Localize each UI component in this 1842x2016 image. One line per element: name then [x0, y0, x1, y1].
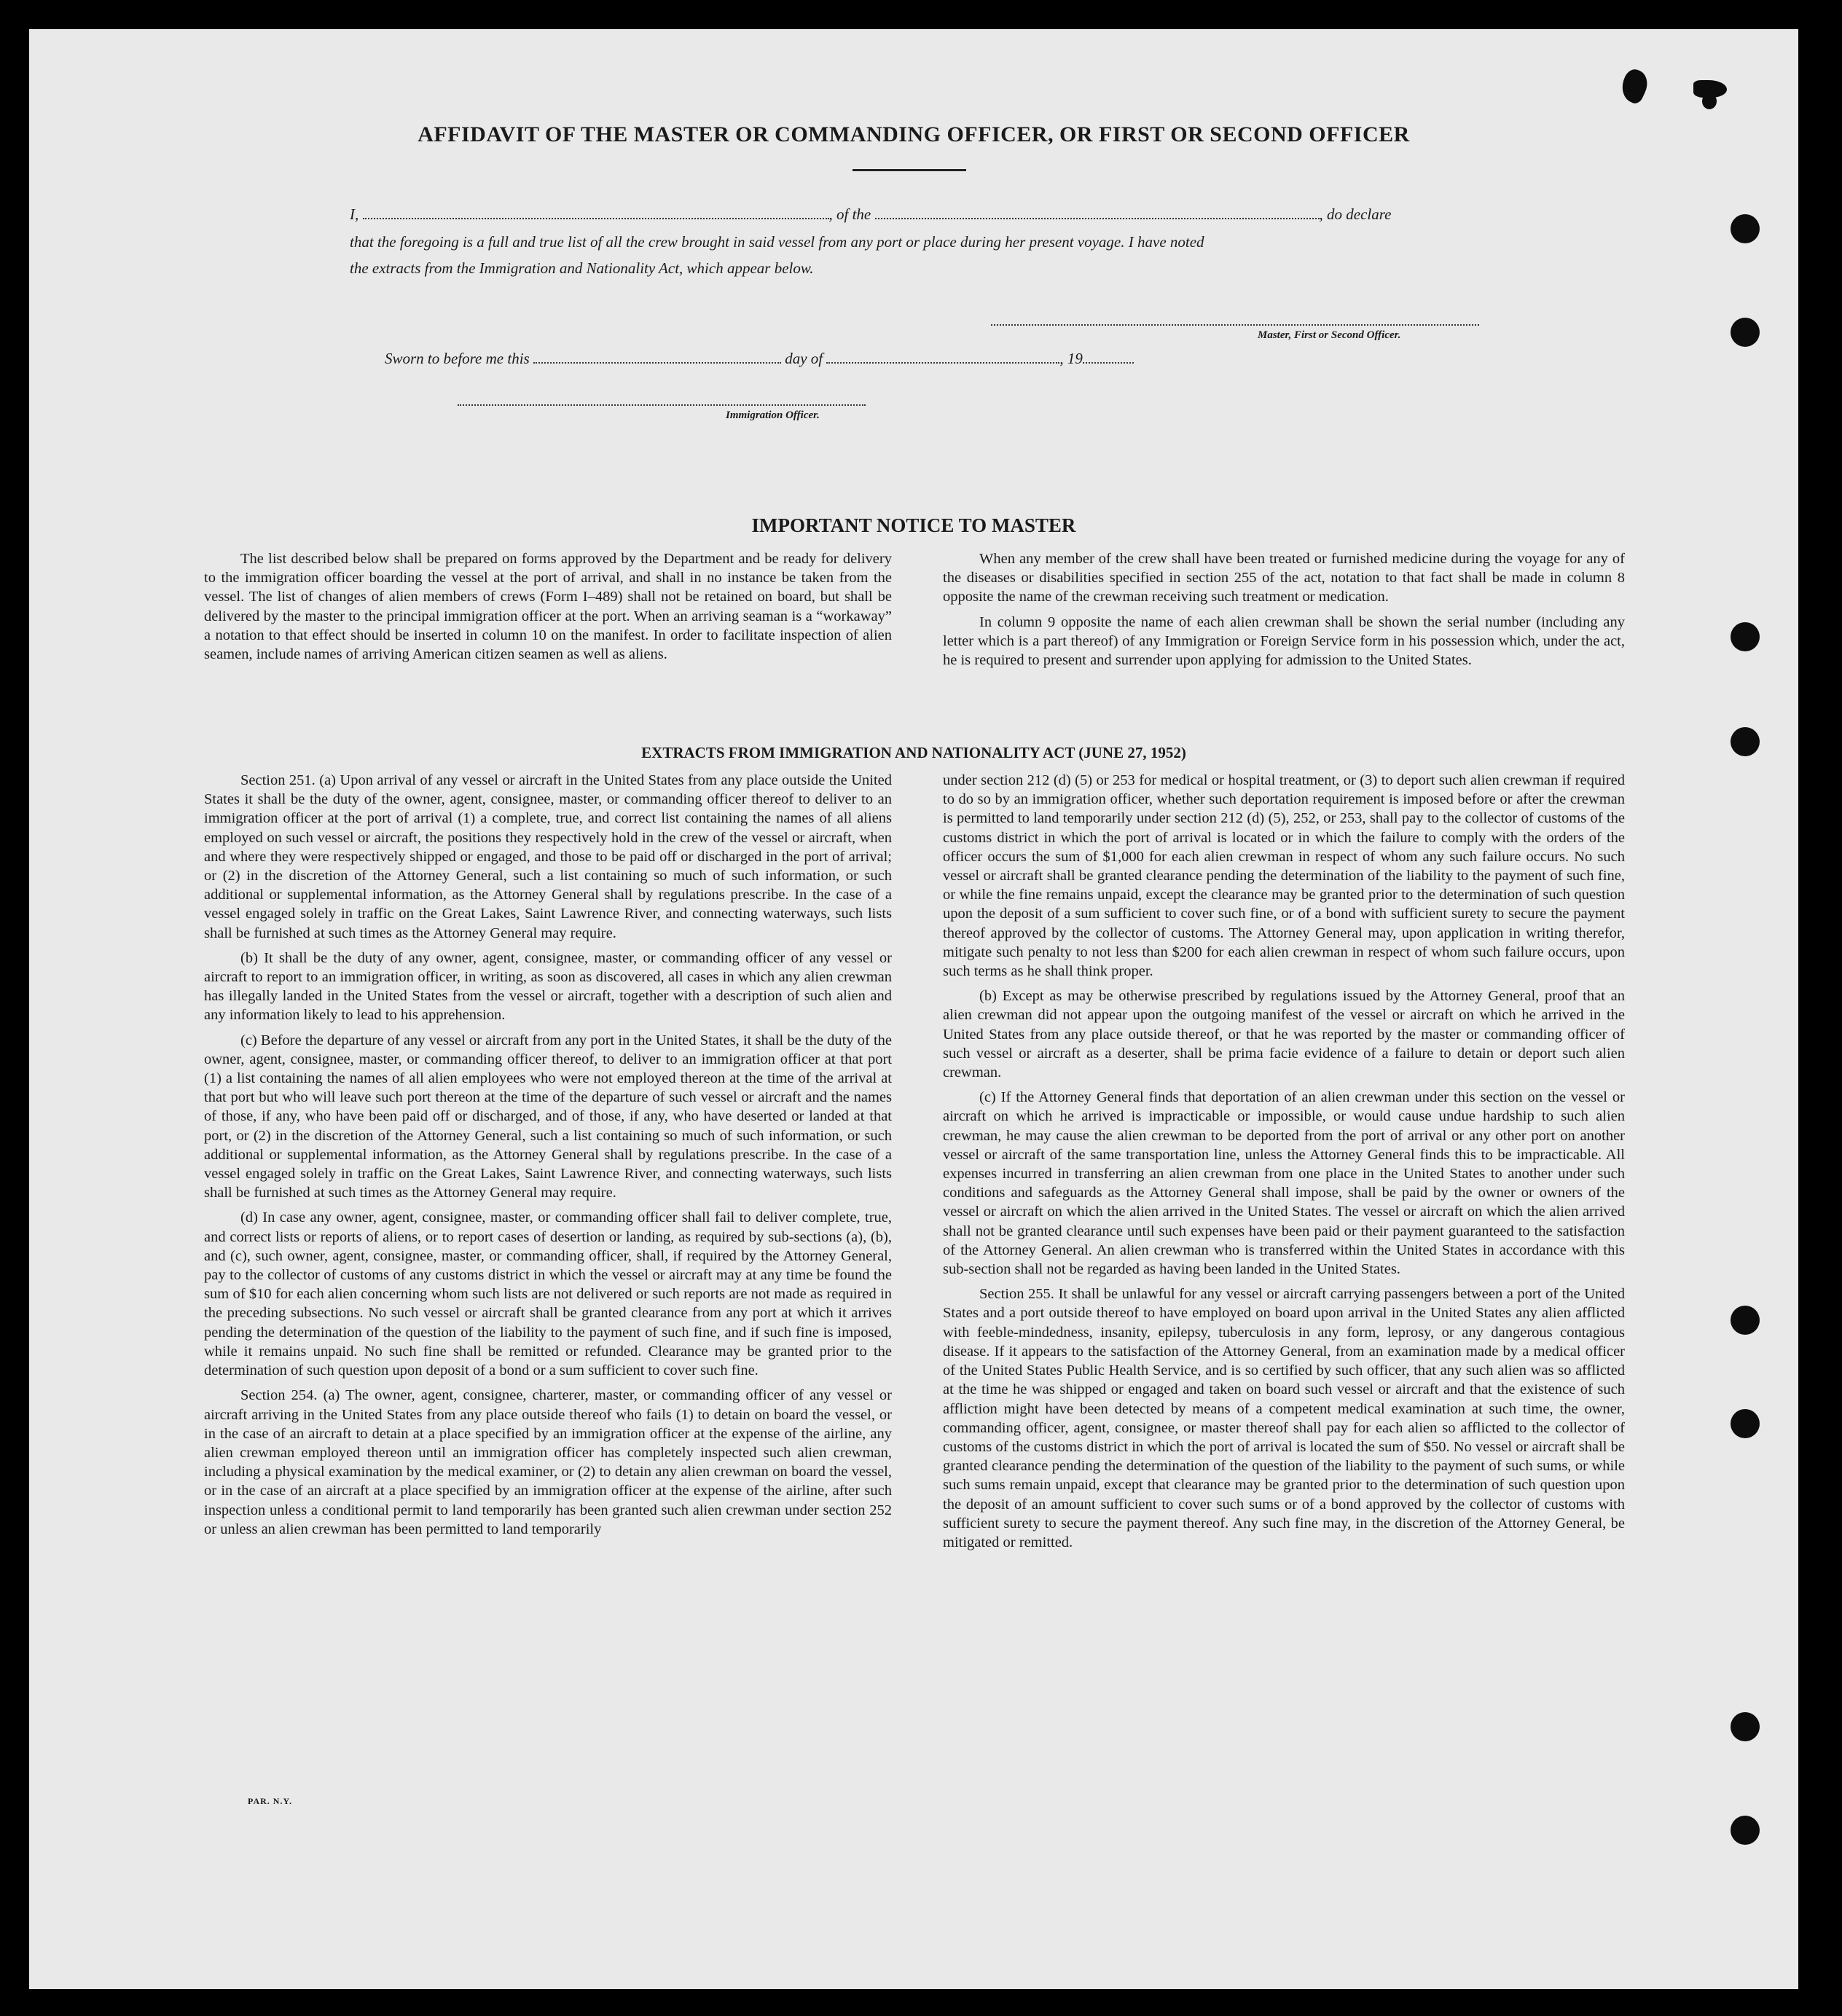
punch-hole [1731, 1816, 1760, 1845]
section-251-a: Section 251. (a) Upon arrival of any vessel or aircraft in the United States from any place outside the United States it shall be the duty of the owner, agent, consignee, master, or commanding officer thereof to deliver to an immigration officer at the port of arrival (1) a complete, true, and correct list containing the names of all aliens employed on such vessel or aircraft, the positions they respectively hold in the crew of the vessel or aircraft, when and where they were respectively shipped or engaged, and those to be paid off or discharged in the port of arrival; or (2) in the discretion of the Attorney General, such a list containing so much of such information, or such additional or supplemental information, as the Attorney General shall by regulations prescribe. In the case of a vessel engaged solely in traffic on the Great Lakes, Saint Lawrence River, and connecting waterways, such lists shall be furnished at such times as the Attorney General may require. [204, 772, 892, 941]
affidavit-line-1 [350, 205, 1391, 224]
notice-heading: IMPORTANT NOTICE TO MASTER [751, 514, 1076, 536]
vessel-blank[interactable] [875, 217, 1320, 219]
officer-signature-caption: Immigration Officer. [726, 409, 820, 421]
punch-hole [1731, 1409, 1760, 1438]
sworn-date-blank[interactable] [533, 361, 781, 364]
master-signature-caption: Master, First or Second Officer. [1258, 329, 1401, 341]
sworn-line [385, 350, 1134, 368]
affidavit-of-the: , of the [828, 205, 871, 223]
printer-mark: PAR. N.Y. [248, 1796, 293, 1806]
affidavit-i: I, [350, 205, 359, 223]
extracts-right-column [943, 771, 1625, 1558]
sworn-year: , 19 [1059, 350, 1083, 367]
section-255: Section 255. It shall be unlawful for any vessel or aircraft carrying passengers between a port of the United States and a port outside thereof to have employed on board upon arrival in the United States any alien afflicted with feeble-mindedness, insanity, epilepsy, tuberculosis in any form, leprosy, or any dangerous contagious disease. If it appears to the satisfaction of the Attorney General, from an examination made by a medical officer of the United States Public Health Service, and is so certified by such officer, that any such alien was so afflicted at the time he was shipped or engaged and taken on board such vessel or aircraft and that the existence of such affliction might have been detected by means of a competent medical examination at such time, the owner, commanding officer, agent, consignee, or master thereof shall pay for each alien so afflicted to the collector of customs of the customs district in which the port of arrival is located the sum of $50. No vessel or aircraft shall be granted clearance pending the determination of the question of the liability to the payment of such sums, or while such sums remain unpaid, except that clearance may be granted prior to the determination of such question upon the deposit of an amount sufficient to cover such sums or of a bond approved by the collector of customs with sufficient surety to secure the payment thereof. Any such fine may, in the discretion of the Attorney General, be mitigated or remitted. [943, 1286, 1625, 1550]
section-254-a: Section 254. (a) The owner, agent, consignee, charterer, master, or commanding officer of any vessel or aircraft arriving in the United States from any place outside thereof who fails (1) to detain on board the vessel, or in the case of an aircraft to detain at a place specified by an immigration officer at the expense of the airline, any alien crewman employed thereon until an immigration officer has completely inspected such alien crewman, including a physical examination by the medical examiner, or (2) to detain any alien crewman on board the vessel, or in the case of an aircraft at a place specified by an immigration officer at the expense of the airline, after such inspection unless a conditional permit to land temporarily has been granted such alien crewman under section 252 or unless an alien crewman has been permitted to land temporarily [204, 1387, 892, 1537]
sworn-day-of: day of [785, 350, 823, 367]
sworn-month-blank[interactable] [826, 361, 1059, 364]
section-254-a-continued: under section 212 (d) (5) or 253 for medical or hospital treatment, or (3) to deport such alien crewman if required to do so by an immigration officer, whether such deportation requirement is imposed before or after the crewman is permitted to land temporarily under section 212 (d) (5), 252, or 253, shall pay to the collector of customs of the customs district in which the port of arrival is located or in which the failure to comply with the orders of the officer occurs the sum of $1,000 for each alien crewman in respect of whom any such failure occurs. No such vessel or aircraft shall be granted clearance pending the determination of the liability to the payment of such fine, or while the fine remains unpaid, except the clearance may be granted prior to the determination of such question upon the deposit of a sum sufficient to cover such fine, or of a bond with sufficient surety to secure the payment thereof approved by the collector of customs. The Attorney General may, upon application in writing therefor, mitigate such penalty to not less than $200 for each alien crewman in respect of whom such failure occurs, upon such terms as he shall think proper. [943, 772, 1625, 980]
affidavit-line-3: the extracts from the Immigration and Nationality Act, which appear below. [350, 259, 814, 277]
punch-hole [1731, 318, 1760, 347]
document-page [29, 29, 1798, 1989]
sworn-prefix: Sworn to before me this [385, 350, 530, 367]
punch-hole [1731, 727, 1760, 756]
punch-hole [1731, 622, 1760, 651]
punch-hole [1731, 214, 1760, 243]
punch-hole [1731, 1712, 1760, 1741]
notice-right-paragraph-1: When any member of the crew shall have been treated or furnished medicine during the voyage for any of the diseases or disabilities specified in section 255 of the act, notation to that fact shall be made in column 8 opposite the name of the crewman receiving such treatment or medication. [943, 551, 1625, 605]
notice-right-column [943, 549, 1625, 675]
affidavit-line-2: that the foregoing is a full and true list of all the crew brought in said vessel from any port or place during her present voyage. I have noted [350, 233, 1204, 251]
name-blank[interactable] [363, 217, 829, 219]
notice-left-column [204, 549, 892, 670]
section-251-b: (b) It shall be the duty of any owner, agent, consignee, master, or commanding officer of any vessel or aircraft to report to an immigration officer, in writing, as soon as discovered, all cases in which any alien crewman has illegally landed in the United States from the vessel or aircraft, together with a description of such alien and any information likely to lead to his apprehension. [204, 949, 892, 1024]
ink-mark [1702, 93, 1717, 109]
affidavit-do-declare: , do declare [1319, 205, 1392, 223]
extracts-left-column [204, 771, 892, 1545]
officer-signature-blank[interactable] [458, 404, 866, 406]
section-251-d: (d) In case any owner, agent, consignee, master, or commanding officer shall fail to deliver complete, true, and correct lists or reports of aliens, or to report cases of desertion or landing, as required by sub-sections (a), (b), and (c), such owner, agent, consignee, master, or commanding officer, shall, if required by the Attorney General, pay to the collector of customs of any customs district in which the vessel or aircraft may at any time be found the sum of $10 for each alien concerning whom such lists are not delivered or such reports are not made as required in the preceding subsections. No such vessel or aircraft shall be granted clearance from any port at which it arrives pending the determination of the question of the liability to the payment of such fine, and if such fine is imposed, while it remains unpaid. No such fine shall be remitted or refunded. Clearance may be granted prior to the determination of such question upon deposit of a bond or a sum sufficient to cover such fine. [204, 1209, 892, 1379]
affidavit-title: AFFIDAVIT OF THE MASTER OR COMMANDING OFFICER, OR FIRST OR SECOND OFFICER [418, 122, 1410, 146]
notice-left-paragraph: The list described below shall be prepared on forms approved by the Department and be ready for delivery to the immigration officer boarding the vessel at the port of arrival, and shall in no instance be taken from the vessel. The list of changes of alien members of crews (Form I–489) shall not be retained on board, but shall be delivered by the master to the principal immigration officer at the port. When an arriving seaman is a “workaway” a notation to that effect should be inserted in column 10 on the manifest. In order to facilitate inspection of alien seamen, include names of arriving American citizen seamen as well as aliens. [204, 551, 892, 663]
title-underline [853, 169, 966, 171]
master-signature-blank[interactable] [991, 323, 1479, 326]
section-254-b: (b) Except as may be otherwise prescribed by regulations issued by the Attorney General, proof that an alien crewman did not appear upon the outgoing manifest of the vessel or aircraft on which he arrived in the United States from any place outside thereof, or that he was reported by the master or commanding officer of such vessel or aircraft as a deserter, shall be prima facie evidence of a failure to detain or deport such alien crewman. [943, 988, 1625, 1081]
punch-hole [1731, 1306, 1760, 1335]
sworn-year-blank[interactable] [1083, 361, 1134, 364]
extracts-heading: EXTRACTS FROM IMMIGRATION AND NATIONALITY ACT (JUNE 27, 1952) [641, 744, 1186, 761]
notice-right-paragraph-2: In column 9 opposite the name of each alien crewman shall be shown the serial number (including any letter which is a part thereof) of any Immigration or Foreign Service form in his possession which, under the act, he is required to present and surrender upon applying for admission to the United States. [943, 613, 1625, 669]
section-254-c: (c) If the Attorney General finds that deportation of an alien crewman under this section on the vessel or aircraft on which he arrived is impracticable or impossible, or would cause undue hardship to such alien crewman, he may cause the alien crewman to be deported from the port of arrival or any other port on another vessel or aircraft of the same transportation line, unless the Attorney General finds this to be impracticable. All expenses incurred in transferring an alien crewman from one place in the United States to another under such conditions and safeguards as the Attorney General shall impose, shall be paid by the owner or owners of the vessel or aircraft on which the alien arrived in the United States. The vessel or aircraft on which the alien arrived shall not be granted clearance until such expenses have been paid or their payment guaranteed to the satisfaction of the Attorney General. An alien crewman who is transferred within the United States in accordance with this sub-section shall not be regarded as having been landed in the United States. [943, 1089, 1625, 1278]
section-251-c: (c) Before the departure of any vessel or aircraft from any port in the United States, it shall be the duty of the owner, agent, consignee, master, or commanding officer thereof, to deliver to an immigration officer at that port (1) a list containing the names of all alien employees who were not employed thereon at the time of the arrival at that port but who will leave such port thereon at the time of the departure of such vessel or aircraft and the names of those, if any, who have been paid off or discharged, and of those, if any, who have deserted or landed at that port, or (2) in the discretion of the Attorney General, such a list containing so much of such information, or such additional or supplemental information, as the Attorney General shall by regulations prescribe. In the case of a vessel engaged solely in traffic on the Great Lakes, Saint Lawrence River, and connecting waterways, such lists shall be furnished at such times as the Attorney General may require. [204, 1032, 892, 1201]
ink-mark [1616, 66, 1652, 106]
